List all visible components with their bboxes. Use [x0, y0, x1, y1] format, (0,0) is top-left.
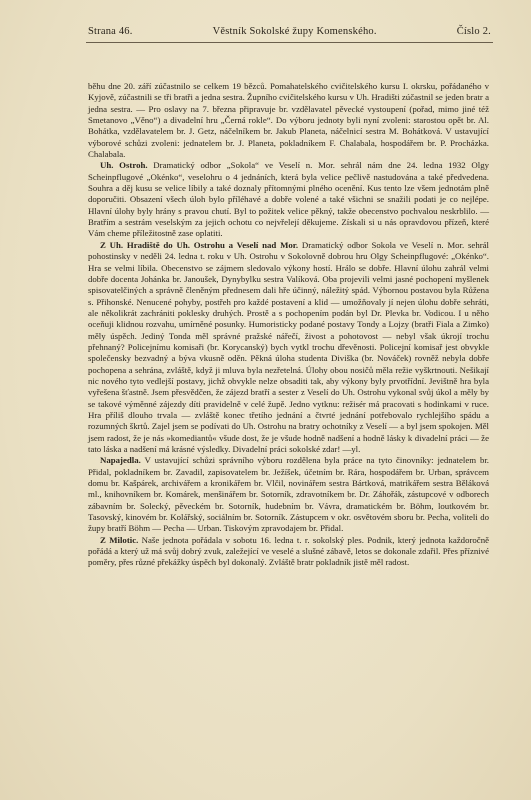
header-rule: [86, 42, 493, 43]
page-header: [88, 26, 491, 37]
paragraph-heading: Z Uh. Hradiště do Uh. Ostrohu a Veselí nad Mor.: [100, 239, 299, 250]
article-body: [88, 81, 489, 569]
paragraph-text: běhu dne 20. září zúčastnilo se celkem 19 bězců. Pomahatelského cvičitelského kursu I. okrsku, pořádaného v Kyjově, zúčastnili se tři bratři a jedna sestra. Župního cvičitelského kursu v Uh. Hradišti zúčastnil se jeden bratr a jedna sestra. — Pro oslavy na 7. března připravuje br. vzdělavatel pěvecké vystoupení (pořad, mimo jiné též Smetanovo „Věno“) a divadelní hru „Černá rokle“. Do výboru jednoty byli nyní zvoleni: starostou opět br. Al. Bohátka, vzdělavatelem br. J. Getz, náčelníkem br. Jakub Planeta, náčelnicí sestra M. Bohátková. V ustavující výborové schůzi zvoleni: jednatelem br. J. Planeta, pokladníkem F. Chalabala, hospodářem br. P. Procházka. Chalabala.: [88, 81, 489, 160]
paragraph: [88, 535, 489, 569]
paragraph-heading: Z Milotic.: [100, 534, 139, 545]
paragraph: [88, 81, 489, 160]
paragraph-text: Dramatický odbor Sokola ve Veselí n. Mor. sehrál pohostinsky v neděli 24. ledna t. roku v Uh. Ostrohu v Sokolovně dobrou hru Olgy Scheinpflugové: „Okénko“. Hra se velmi líbila. Obecenstvo se zájmem sledovalo výkony hostí. Hrálo se dobře. Hlavní úlohu zahrál velmi dobře docenta Johánka br. Janoušek, Dynybylku sestra Valíková. Oba projevili velmi jasné pochopení myšlenek spisovatelčiných a správně členěným přednesem dali hře účinný, náležitý spád. Výbornou postavou byla Růžena s. Přihonské. Nenucené pohyby, postřeh pro každé postavení a klid — umožňovaly jí nejen úlohu dobře sehráti, ale několikrát zachrániti poklesky druhých. Prostě a s pochopením podán byl Dr. Plevka br. Vodicou. I u něho oceňuji klidnou rozvahu, umírněné posunky. Humoristicky podané postavy Tondy a Lojzy (bratři Fiala a Zimko) měly úspěch. Jediný Tonda měl správné pražské nářečí, živost a pohotovost — nebyl však úkrojí trochu přehnaný? Policejnímu komisaři (br. Korycanský) bych vytkl trochu dřevěnosti. Policejní komisař jest obvykle společensky bezvadný a býva vkusně oděn. Pěkná úloha studenta Diviška (br. Nováček) rovněž nebyla dobře pochopena a sehrána, zvláště, když ji mluva byla nezřetelná. Úlohy obou nosičů měla režie vyškrtnouti. Nešikají nic nového tyto vedlejší postavy, jichž obvykle nelze obsaditi tak, aby výkony byly prvotřídní. Jevištně hra byla vyřešena šťastně. Jsem přesvědčen, že zájezd bratří a sester z Veselí do Uh. Ostrohu vykonal svůj úkol a měly by se takové výměnné zájezdy díti pravidelně v celé župě. Jedno vytknu: režisér má pracovati s hodinkami v ruce. Hra příliš dlouho trvala — zvláště konec třetího jednání a čtvrté jednání potřebovalo rychlejšího spádu a rozumných škrtů. Zajel jsem se podívati do Uh. Ostrohu na bratry ochotníky z Veselí — a byl jsem spokojen. Měl jsem radost, že je nás »komediantů« všude dost, že je všude hodně nadšení a hodně lásky k divadelní práci — že tato láska a nadšení má krásné výsledky. Divadelní práci sokolské zdar! —yl.: [88, 239, 489, 454]
paragraph-heading: Uh. Ostroh.: [100, 160, 148, 171]
paragraph-text: V ustavující schůzi správního výboru rozdělena byla práce na tyto činovníky: jednatelem br. Přidal, pokladníkem br. Zavadil, zapisovatelem br. Ježíšek, účetním br. Rára, hospodářem br. Urban, správcem domu br. Kašpárek, archivářem a kronikářem br. Vlčil, novinářem sestra Bártková, matrikářem sestra Běláková ml., knihovníkem br. Komárek, menšinářem br. Sotorník, zdravotníkem br. Dr. Záhořák, zástupcové v odborech zábavním br. Solecký, pěveckém br. Sotorník, hudebním br. Vávra, dramatickém br. Böhm, loutkovém br. Tasovský, kinovém br. Kolářský, sociálním br. Sotorník. Zástupcem v okr. osvětovém sboru br. Pecha, voliteli do župy bratří Böhm — Pecha — Urban. Tiskovým zpravodajem br. Přidal.: [88, 455, 489, 534]
page-number: Strana 46.: [88, 26, 133, 37]
paragraph: [88, 455, 489, 534]
paragraph: [88, 240, 489, 456]
paragraph: [88, 160, 489, 239]
paragraph-text: Dramatický odbor „Sokola“ ve Veselí n. Mor. sehrál nám dne 24. ledna 1932 Olgy Scheinpflugové „Okénko“, veselohru o 4 jednáních, která byla velice pečlivě nastudována a také předvedena. Souhra a děj kusu se velice líbily a také doznaly přítomnými plného ocenění. Kus tento lze všem jednotám plně doporučiti. Obsazení všech úloh bylo příléhavé a dobře volené a také všichni se snažili podati je co nejlépe. Hlavní úlohy byly hrány s pravou chutí. Byl to požitek velice pěkný, takže obecenstvo pochvalou neskrblilo. — Bratřím a sestrám veselským za jejich ochotu co nejvřelejí děkujeme. Získali si u nás opravdovou přízeň, které Vám cheme příležitostně zase oplatiti.: [88, 160, 489, 239]
issue-number: Číslo 2.: [456, 26, 491, 37]
paragraph-heading: Napajedla.: [100, 455, 141, 466]
journal-title: Věstník Sokolské župy Komenského.: [212, 26, 377, 37]
paragraph-text: Naše jednota pořádala v sobotu 16. ledna t. r. sokolský ples. Podnik, který jednota každoročně pořádá a který už má svůj dobrý zvuk, zaležející ve veselé a slušné zábavě, letos se dokonale zdařil. Přes příznivé poměry, přes různé překážky úspěch byl dokonalý. Zvláště bratr pokladník jistě měl radost.: [88, 534, 490, 568]
